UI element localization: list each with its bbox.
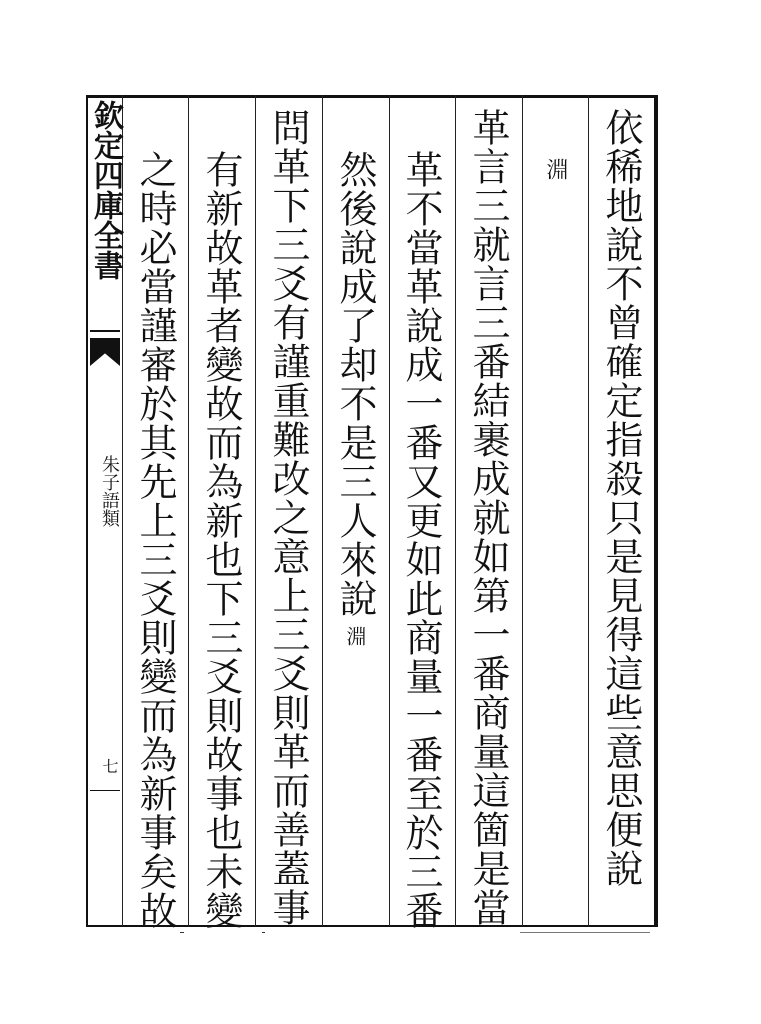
column-rule (188, 95, 189, 927)
column-rule (522, 95, 523, 927)
margin-book-title: 朱子語類 (99, 455, 120, 527)
column-rule (322, 95, 323, 927)
column-text: 然後說成了却不是三人來說 (333, 150, 377, 618)
margin-title: 欽定四庫全書 (88, 100, 123, 280)
column-rule (255, 95, 256, 927)
column-note: 淵 (343, 626, 367, 646)
text-column-3 (466, 108, 510, 927)
column-text: 革不當革說成一番又更如此商量一番至於三番 (399, 150, 443, 930)
column-text: 革言三就言三番結裹成就如第一番商量這箇是當 (466, 108, 510, 927)
text-column-2-note: 淵 (543, 158, 568, 180)
column-text: 有新故革者變故而為新也下三爻則故事也未變 (199, 150, 243, 930)
column-rule (389, 95, 390, 927)
text-column-7 (199, 150, 243, 962)
column-rule (455, 95, 456, 927)
text-column-6 (266, 108, 310, 927)
text-column-5 (333, 150, 377, 962)
margin-divider (90, 790, 120, 791)
column-text: 之時必當謹審於其先上三爻則變而為新事矣故 (133, 150, 177, 930)
scan-speck (520, 932, 650, 933)
scan-speck (262, 932, 265, 933)
margin-page-number: 七 (100, 758, 119, 774)
fish-tail-line (90, 330, 120, 332)
text-column-1 (599, 108, 643, 920)
column-rule (588, 95, 589, 927)
column-text: 問革下三爻有謹重難改之意上三爻則革而善蓋事 (266, 108, 310, 927)
scan-speck (180, 932, 184, 933)
text-column-8 (133, 150, 177, 962)
column-text: 依稀地說不曾確定指殺只是見得這些意思便說 (599, 108, 643, 888)
text-column-4 (399, 150, 443, 962)
